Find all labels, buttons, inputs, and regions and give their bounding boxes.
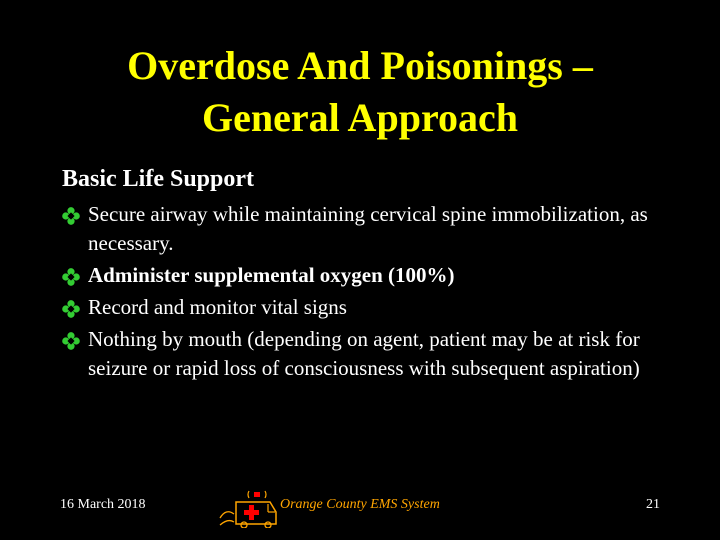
bullet-text: Record and monitor vital signs [88, 295, 347, 319]
bullet-text: Secure airway while maintaining cervical spine immobilization, as necessary. [88, 202, 648, 255]
bullet-item [62, 293, 682, 322]
bullet-item [62, 325, 682, 383]
bullet-icon [62, 268, 80, 286]
slide-title-line-2: General Approach [202, 95, 518, 140]
bullet-item [62, 261, 682, 290]
bullet-text: Administer supplemental oxygen (100%) [88, 263, 455, 287]
bullet-item [62, 200, 682, 258]
section-heading: Basic Life Support [62, 166, 255, 192]
ambulance-icon [218, 488, 278, 528]
bullet-icon [62, 207, 80, 225]
bullet-icon [62, 300, 80, 318]
page-number: 21 [646, 497, 660, 512]
bullet-list [62, 200, 682, 386]
bullet-icon [62, 332, 80, 350]
slide-title-line-1: Overdose And Poisonings – [127, 43, 593, 88]
footer-date: 16 March 2018 [60, 497, 146, 512]
bullet-text: Nothing by mouth (depending on agent, patient may be at risk for seizure or rapid loss of consciousness with subsequent aspiration) [88, 327, 640, 380]
slide-title [0, 40, 720, 144]
footer-organization: Orange County EMS System [280, 497, 440, 512]
